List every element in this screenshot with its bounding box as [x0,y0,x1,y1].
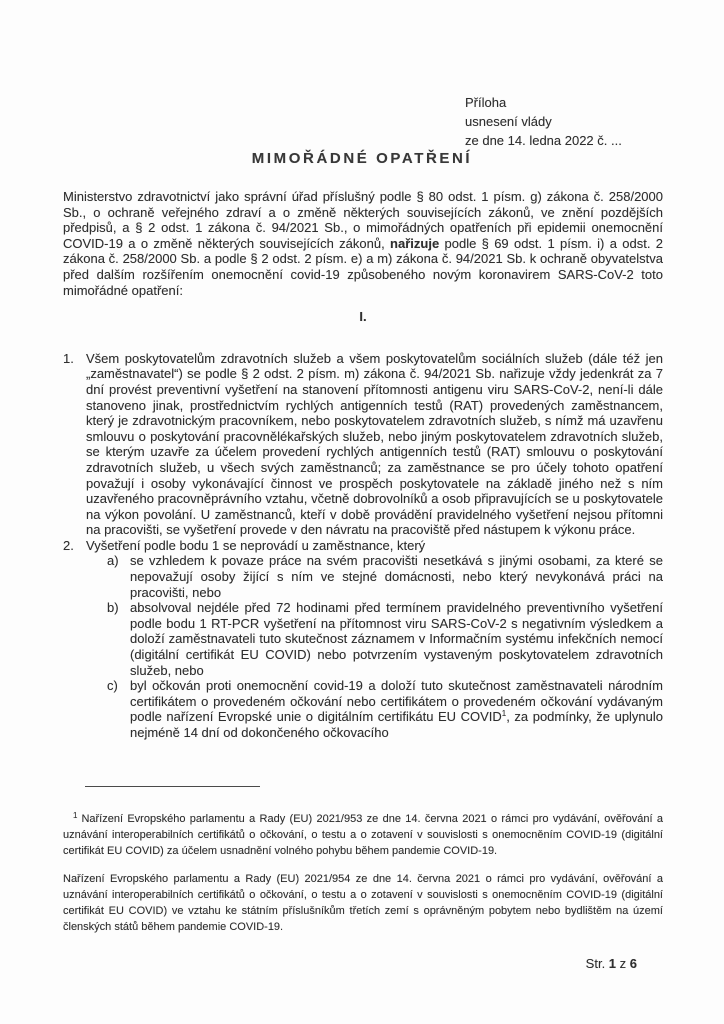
footnote-1-marker: 1 [73,811,78,820]
sub-item-a [107,553,663,600]
sub-item-a-letter: a) [107,553,119,569]
list-item-2-number: 2. [63,537,74,553]
list-item-2 [63,538,663,741]
sub-item-c-text-part2: , za podmínky, že uplynulo nejméně 14 dní od dokončeného očkovacího [130,709,664,740]
footnote-1 [63,812,663,859]
sub-item-c-letter: c) [107,678,118,694]
page-number-current: 1 [608,956,617,971]
attachment-block [465,93,622,150]
footnote-section [63,786,663,936]
attachment-line: usnesení vlády [465,114,552,129]
attachment-line: ze dne 14. ledna 2022 č. ... [465,133,622,148]
document-title: MIMOŘÁDNÉ OPATŘENÍ [251,150,473,167]
intro-paragraph [63,189,663,298]
footnote-reference-1: 1 [501,709,507,719]
sub-item-c-text-part1: byl očkován proti onemocnění covid-19 a doloží tuto skutečnost zaměstnavateli národním certifikátem o provedeném očkování nebo certifikátem o provedeném očkování vydávaným podle nařízení Evropské unie o digitálním certifikátu EU COVID [130,678,663,725]
page-number-footer [586,956,637,971]
page-number-total: 6 [629,956,637,971]
footnote-2-text: Nařízení Evropského parlamentu a Rady (EU) 2021/954 ze dne 14. června 2021 o rámci pro vydávání, ověřování a uznávání interoperabilních certifikátů o očkování, o testu a o zotavení v souvislosti s onemocněním COVID-19 (digitální certifikát EU COVID) ve vztahu ke státním příslušníkům třetích zemí s oprávněným pobytem nebo bydlištěm na území členských států během pandemie COVID-19. [63,873,663,933]
intro-text-part2: podle § 69 odst. 1 písm. i) a odst. 2 zákona č. 258/2000 Sb. a podle § 2 odst. 2 písm. e) a m) zákona č. 94/2021 Sb. k ochraně obyvatelstva před dalším rozšířením onemocnění covid-19 způsobeného novým koronavirem SARS-CoV-2 toto mimořádné opatření: [63,235,663,298]
attachment-line: Příloha [465,95,507,110]
list-item-1-number: 1. [63,350,74,366]
footnote-1-text: Nařízení Evropského parlamentu a Rady (EU) 2021/953 ze dne 14. června 2021 o rámci pro vydávání, ověřování a uznávání interoperabilních certifikátů o očkování, o testu a o zotavení v souvislosti s onemocněním COVID-19 (digitální certifikát EU COVID) za účelem usnadnění volného pohybu během pandemie COVID-19. [63,813,663,857]
page-footer-prefix: Str. [585,956,609,971]
section-heading-roman-one: I. [359,309,367,325]
list-item-2-lead: Vyšetření podle bodu 1 se neprovádí u zaměstnance, který [86,537,426,553]
page-footer-separator: z [616,956,630,971]
sub-item-a-text: se vzhledem k povaze práce na svém pracovišti nesetkává s jinými osobami, za které se nepovažují osoby žijící s ním ve stejné domácnosti, nebo který nevykonává práci na pracovišti, nebo [130,553,663,600]
sub-item-c [107,678,663,740]
footnote-2 [63,872,663,935]
footnote-separator-line [85,786,260,787]
intro-text-part1: Ministerstvo zdravotnictví jako správní úřad příslušný podle § 80 odst. 1 písm. g) zákona č. 258/2000 Sb., o ochraně veřejného zdraví a o změně některých souvisejících zákonů, ve znění pozdějších předpisů, a § 2 odst. 1 zákona č. 94/2021 Sb., o mimořádných opatřeních při epidemii onemocnění COVID-19 a o změně některých souvisejících zákonů, [63,189,663,251]
sub-item-b-text: absolvoval nejdéle před 72 hodinami před termínem pravidelného preventivního vyšetření podle bodu 1 RT-PCR vyšetření na přítomnost viru SARS-CoV-2 s negativním výsledkem a doloží zaměstnavateli tuto skutečnost záznamem v Informačním systému infekčních nemocí (digitální certifikát EU COVID) nebo potvrzením vystaveným poskytovatelem zdravotních služeb, nebo [130,600,663,678]
list-item-2-body [86,538,663,741]
sub-item-c-text [130,678,663,740]
sub-item-b [107,600,663,678]
document-body [63,189,663,741]
sub-item-b-letter: b) [107,600,119,616]
list-item-1-text: Všem poskytovatelům zdravotních služeb a všem poskytovatelům sociálních služeb (dále též jen „zaměstnavatel“) se podle § 2 odst. 2 písm. m) zákona č. 94/2021 Sb. nařizuje vždy jedenkrát za 7 dní provést preventivní vyšetření na stanovení přítomnosti antigenu viru SARS-CoV-2, není-li dále stanoveno jinak, prostřednictvím rychlých antigenních testů (RAT) provedených zaměstnancem, který je zdravotnickým pracovníkem, nebo poskytovatelem zdravotních služeb, s nímž má uzavřenu smlouvu o poskytování pracovnělékařských služeb, nebo jiným poskytovatelem zdravotních služeb, se kterým uzavře za účelem provedení rychlých antigenních testů (RAT) smlouvu o poskytování zdravotních služeb, u všech svých zaměstnanců; za zaměstnance se pro účely tohoto opatření považují i osoby vykonávající činnost ve prospěch poskytovatele na základě jiného než s ním uzavřeného pracovněprávního vztahu, včetně dobrovolníků a osob připravujících se u poskytovatele na výkon povolání. U zaměstnanců, kteří v době provádění pravidelného vyšetření nejsou přítomni na pracovišti, se vyšetření provede v den návratu na pracoviště před nástupem k výkonu práce. [86,350,663,538]
intro-bold-word: nařizuje [390,235,440,251]
list-item-1 [63,351,663,538]
